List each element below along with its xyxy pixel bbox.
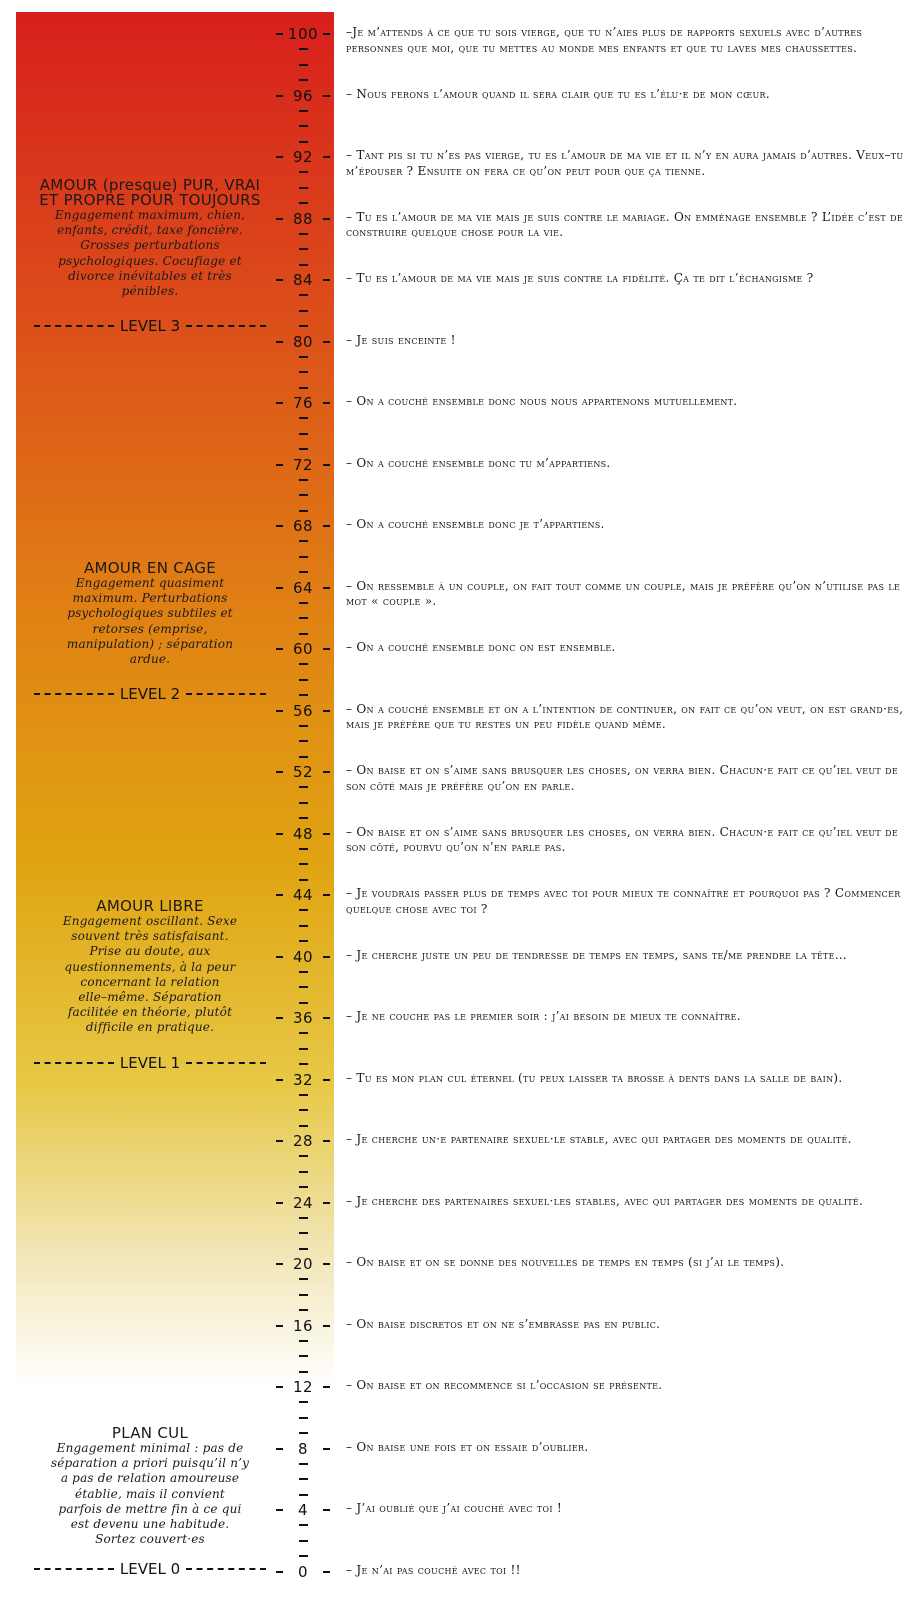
minor-tick: [299, 571, 308, 573]
statement-text: – On a couché ensemble donc je t’appartiens.: [346, 517, 605, 531]
minor-tick: [299, 848, 308, 850]
dash-line: [186, 693, 266, 695]
minor-tick: [299, 448, 308, 450]
major-tick: [323, 1448, 330, 1450]
statement-text: – On baise et on se donne des nouvelles de temps en temps (si j’ai le temps).: [346, 1255, 785, 1269]
zone-amour-pur: [22, 178, 278, 299]
minor-tick: [299, 971, 308, 973]
major-tick: [276, 464, 283, 466]
zone-desc-line: pénibles.: [121, 284, 179, 299]
major-tick: [276, 156, 283, 158]
minor-tick: [299, 1032, 308, 1034]
major-tick: [323, 1017, 330, 1019]
statement-text: – On ressemble à un couple, on fait tout comme un couple, mais je préfère qu’on n’utilise pas le mot « couple ».: [346, 578, 901, 608]
major-tick: [323, 156, 330, 158]
statement-text: – Nous ferons l’amour quand il sera clair que tu es l’élu·e de mon cœur.: [346, 86, 770, 101]
minor-tick: [299, 817, 308, 819]
scale-label: 96: [292, 86, 314, 105]
minor-tick: [299, 786, 308, 788]
zone-desc-line: est devenu une habitude.: [70, 1517, 230, 1532]
major-tick: [276, 1202, 283, 1204]
minor-tick: [299, 1232, 308, 1234]
minor-tick: [299, 141, 308, 143]
minor-tick: [299, 1094, 308, 1096]
minor-tick: [299, 233, 308, 235]
major-tick: [323, 833, 330, 835]
scale-label: 36: [292, 1009, 314, 1027]
minor-tick: [299, 64, 308, 66]
level-1-divider: [28, 1053, 272, 1073]
minor-tick: [299, 48, 308, 50]
statement-text: – Je n’ai pas couché avec toi !!: [346, 1562, 521, 1577]
zone-desc-line: a pas de relation amoureuse: [60, 1471, 240, 1486]
minor-tick: [299, 248, 308, 250]
major-tick: [323, 1140, 330, 1142]
minor-tick: [299, 417, 308, 419]
minor-tick: [299, 1478, 308, 1480]
minor-tick: [299, 740, 308, 742]
minor-tick: [299, 694, 308, 696]
major-tick: [323, 402, 330, 404]
minor-tick: [299, 310, 308, 312]
statement-text: – On a couché ensemble et on a l’intention de continuer, on fait ce qu’on veut, on est grand·es, mais je préfère que tu restes un peu fidèle quand même.: [346, 701, 904, 731]
dash-line: [186, 1568, 266, 1570]
statement-text: – Je suis enceinte !: [346, 332, 456, 347]
major-tick: [323, 1571, 330, 1573]
scale-label: 32: [292, 1070, 314, 1089]
minor-tick: [299, 1540, 308, 1542]
scale-label: 16: [292, 1316, 314, 1335]
major-tick: [323, 525, 330, 527]
minor-tick: [299, 1109, 308, 1111]
minor-tick: [299, 1125, 308, 1127]
zone-desc-line: Prise au doute, aux: [89, 944, 211, 959]
dash-line: [186, 1062, 266, 1064]
major-tick: [276, 525, 283, 527]
zone-amour-libre: [22, 899, 278, 1036]
zone-desc-line: établie, mais il convient: [75, 1486, 225, 1501]
major-tick: [323, 1386, 330, 1388]
statement-text: – On baise et on s’aime sans brusquer les choses, on verra bien. Chacun·e fait ce qu’iel veut de son côté mais je préfère qu’on en parle.: [346, 763, 898, 793]
major-tick: [276, 771, 283, 773]
major-tick: [323, 648, 330, 650]
major-tick: [276, 1325, 283, 1327]
minor-tick: [299, 479, 308, 481]
minor-tick: [299, 494, 308, 496]
major-tick: [276, 1571, 283, 1573]
minor-tick: [299, 433, 308, 435]
statement-text: – Je cherche juste un peu de tendresse de temps en temps, sans te/me prendre la tête…: [346, 947, 848, 962]
minor-tick: [299, 125, 308, 127]
scale-label: 40: [292, 947, 314, 966]
statement-text: – On a couché ensemble donc on est ensemble.: [346, 640, 616, 654]
major-tick: [323, 33, 330, 35]
major-tick: [323, 218, 330, 220]
major-tick: [323, 771, 330, 773]
zone-desc-line: enfants, crédit, taxe foncière.: [57, 223, 243, 238]
zone-desc-line: manipulation) ; séparation: [66, 636, 234, 651]
minor-tick: [299, 1248, 308, 1250]
dash-line: [186, 325, 266, 327]
minor-tick: [299, 1155, 308, 1157]
scale-label: 68: [292, 517, 314, 535]
zone-title: AMOUR EN CAGE: [83, 559, 217, 577]
level-label: LEVEL 3: [119, 317, 181, 335]
zone-desc-line: psychologiques. Cocufiage et: [58, 253, 242, 268]
scale-label: 28: [292, 1132, 314, 1150]
minor-tick: [299, 1186, 308, 1188]
minor-tick: [299, 617, 308, 619]
minor-tick: [299, 1002, 308, 1004]
zone-desc-line: concernant la relation: [80, 974, 220, 989]
major-tick: [276, 894, 283, 896]
major-tick: [276, 1079, 283, 1081]
zone-desc-line: souvent très satisfaisant.: [71, 929, 229, 944]
minor-tick: [299, 802, 308, 804]
zone-desc-line: Grosses perturbations: [80, 238, 220, 253]
scale-label: 88: [292, 209, 314, 228]
zone-desc-line: ardue.: [129, 652, 171, 667]
minor-tick: [299, 879, 308, 881]
dash-line: [34, 325, 114, 327]
zone-title: AMOUR LIBRE: [96, 897, 204, 915]
scale-label: 8: [297, 1439, 309, 1458]
major-tick: [276, 33, 283, 35]
dash-line: [34, 1062, 114, 1064]
statement-text: – Je voudrais passer plus de temps avec toi pour mieux te connaître et pourquoi pas ? Commencer quelque chose avec toi ?: [346, 886, 901, 916]
scale-label: 52: [292, 763, 314, 781]
major-tick: [276, 341, 283, 343]
zone-desc-line: difficile en pratique.: [85, 1020, 215, 1035]
minor-tick: [299, 556, 308, 558]
statement-text: – Tu es l’amour de ma vie mais je suis contre le mariage. On emménage ensemble ? L’idée c’est de construire quelque chose pour la vie.: [346, 209, 904, 239]
minor-tick: [299, 1524, 308, 1526]
zone-desc-line: Sortez couvert·es: [95, 1532, 205, 1547]
level-label: LEVEL 1: [119, 1054, 181, 1072]
zone-desc-line: facilitée en théorie, plutôt: [67, 1005, 233, 1020]
major-tick: [276, 833, 283, 835]
minor-tick: [299, 1309, 308, 1311]
minor-tick: [299, 663, 308, 665]
minor-tick: [299, 79, 308, 81]
minor-tick: [299, 863, 308, 865]
minor-tick: [299, 940, 308, 942]
scale-label: 100: [287, 25, 319, 43]
minor-tick: [299, 294, 308, 296]
major-tick: [323, 1325, 330, 1327]
scale-label: 12: [292, 1378, 314, 1396]
scale-label: 20: [292, 1255, 314, 1273]
minor-tick: [299, 986, 308, 988]
minor-tick: [299, 633, 308, 635]
zone-desc-line: parfois de mettre fin à ce qui: [58, 1501, 242, 1516]
major-tick: [323, 1263, 330, 1265]
major-tick: [323, 279, 330, 281]
scale-label: 24: [292, 1193, 314, 1212]
minor-tick: [299, 540, 308, 542]
minor-tick: [299, 187, 308, 189]
zone-desc-line: elle–même. Séparation: [78, 990, 222, 1005]
minor-tick: [299, 725, 308, 727]
minor-tick: [299, 387, 308, 389]
minor-tick: [299, 1417, 308, 1419]
level-0-divider: [28, 1559, 272, 1579]
zone-desc-line: retorses (emprise,: [92, 621, 208, 636]
minor-tick: [299, 356, 308, 358]
minor-tick: [299, 1401, 308, 1403]
scale-label: 4: [297, 1501, 309, 1519]
scale-label: 60: [292, 640, 314, 658]
minor-tick: [299, 756, 308, 758]
zone-desc-line: psychologiques subtiles et: [67, 606, 233, 621]
statement-text: – Tant pis si tu n’es pas vierge, tu es l’amour de ma vie et il n’y en aura jamais d’autres. Veux–tu m’épouser ? Ensuite on fera ce qu’on peut pour que ça tienne.: [346, 148, 904, 178]
statement-text: – On baise discretos et on ne s’embrasse pas en public.: [346, 1316, 661, 1331]
scale-label: 92: [292, 148, 314, 166]
scale-label: 84: [292, 271, 314, 289]
statement-text: – J’ai oublié que j’ai couché avec toi !: [346, 1501, 563, 1515]
major-tick: [276, 95, 283, 97]
minor-tick: [299, 1494, 308, 1496]
minor-tick: [299, 1048, 308, 1050]
major-tick: [323, 341, 330, 343]
statement-text: – Tu es mon plan cul éternel (tu peux laisser ta brosse à dents dans la salle de bain).: [346, 1070, 843, 1085]
level-2-divider: [28, 684, 272, 704]
minor-tick: [299, 909, 308, 911]
scale-label: 80: [292, 332, 314, 351]
minor-tick: [299, 1278, 308, 1280]
zone-desc-line: questionnements, à la peur: [64, 959, 236, 974]
statement-text: – On a couché ensemble donc nous nous appartenons mutuellement.: [346, 394, 738, 408]
major-tick: [323, 956, 330, 958]
zone-desc-line: Engagement oscillant. Sexe: [62, 914, 238, 928]
minor-tick: [299, 1217, 308, 1219]
level-label: LEVEL 0: [119, 1560, 181, 1578]
major-tick: [323, 894, 330, 896]
minor-tick: [299, 679, 308, 681]
minor-tick: [299, 1371, 308, 1373]
zone-title: AMOUR (presque) PUR, VRAI: [39, 176, 261, 194]
major-tick: [323, 1202, 330, 1204]
minor-tick: [299, 171, 308, 173]
major-tick: [323, 587, 330, 589]
minor-tick: [299, 1463, 308, 1465]
zone-title: ET PROPRE POUR TOUJOURS: [39, 191, 261, 209]
scale-label: 72: [292, 455, 314, 474]
minor-tick: [299, 264, 308, 266]
minor-tick: [299, 1063, 308, 1065]
major-tick: [323, 1079, 330, 1081]
scale-label: 48: [292, 824, 314, 843]
statement-text: – On baise et on recommence si l’occasion se présente.: [346, 1378, 663, 1392]
major-tick: [276, 402, 283, 404]
statement-text: – On baise et on s’aime sans brusquer les choses, on verra bien. Chacun·e fait ce qu’iel veut de son côté, pourvu qu’on n’en parle pas.: [346, 824, 898, 854]
statement-text: – On a couché ensemble donc tu m’appartiens.: [346, 455, 611, 470]
statement-text: – Je cherche des partenaires sexuel·les stables, avec qui partager des moments de qualité.: [346, 1193, 864, 1208]
statement-text: – On baise une fois et on essaie d’oublier.: [346, 1439, 589, 1454]
minor-tick: [299, 1355, 308, 1357]
major-tick: [276, 1140, 283, 1142]
zone-desc-line: Engagement minimal : pas de: [56, 1441, 244, 1455]
major-tick: [323, 1509, 330, 1511]
zone-desc-line: maximum. Perturbations: [72, 591, 228, 606]
statement-text: –Je m’attends à ce que tu sois vierge, que tu n’aies plus de rapports sexuels avec d’autres personnes que moi, que tu mettes au monde mes enfants et que tu laves mes chaussettes.: [346, 25, 863, 55]
minor-tick: [299, 371, 308, 373]
major-tick: [276, 1386, 283, 1388]
minor-tick: [299, 1171, 308, 1173]
zone-title: PLAN CUL: [111, 1424, 189, 1442]
scale-label: 44: [292, 886, 314, 904]
scale-label: 64: [292, 578, 314, 597]
zone-desc-line: séparation a priori puisqu’il n’y: [50, 1456, 250, 1471]
major-tick: [323, 464, 330, 466]
minor-tick: [299, 202, 308, 204]
zone-plan-cul: [22, 1426, 278, 1547]
zone-desc-line: divorce inévitables et très: [68, 268, 232, 283]
level-3-divider: [28, 316, 272, 336]
minor-tick: [299, 110, 308, 112]
statement-text: – Tu es l’amour de ma vie mais je suis contre la fidélité. Ça te dit l’échangisme ?: [346, 271, 814, 285]
minor-tick: [299, 1555, 308, 1557]
minor-tick: [299, 1340, 308, 1342]
scale-label: 56: [292, 701, 314, 720]
dash-line: [34, 1568, 114, 1570]
scale-label: 76: [292, 394, 314, 412]
zone-amour-en-cage: [22, 561, 278, 667]
minor-tick: [299, 1294, 308, 1296]
zone-desc-line: Engagement maximum, chien,: [54, 208, 246, 222]
level-label: LEVEL 2: [119, 685, 181, 703]
statement-text: – Je cherche un·e partenaire sexuel·le stable, avec qui partager des moments de qualité.: [346, 1132, 852, 1146]
minor-tick: [299, 510, 308, 512]
minor-tick: [299, 925, 308, 927]
zone-desc-line: Engagement quasiment: [75, 576, 225, 590]
minor-tick: [299, 602, 308, 604]
major-tick: [323, 710, 330, 712]
major-tick: [276, 1263, 283, 1265]
scale-label: 0: [297, 1562, 309, 1581]
minor-tick: [299, 1432, 308, 1434]
major-tick: [323, 95, 330, 97]
major-tick: [276, 710, 283, 712]
statement-text: – Je ne couche pas le premier soir : j’ai besoin de mieux te connaître.: [346, 1009, 741, 1023]
dash-line: [34, 693, 114, 695]
minor-tick: [299, 325, 308, 327]
